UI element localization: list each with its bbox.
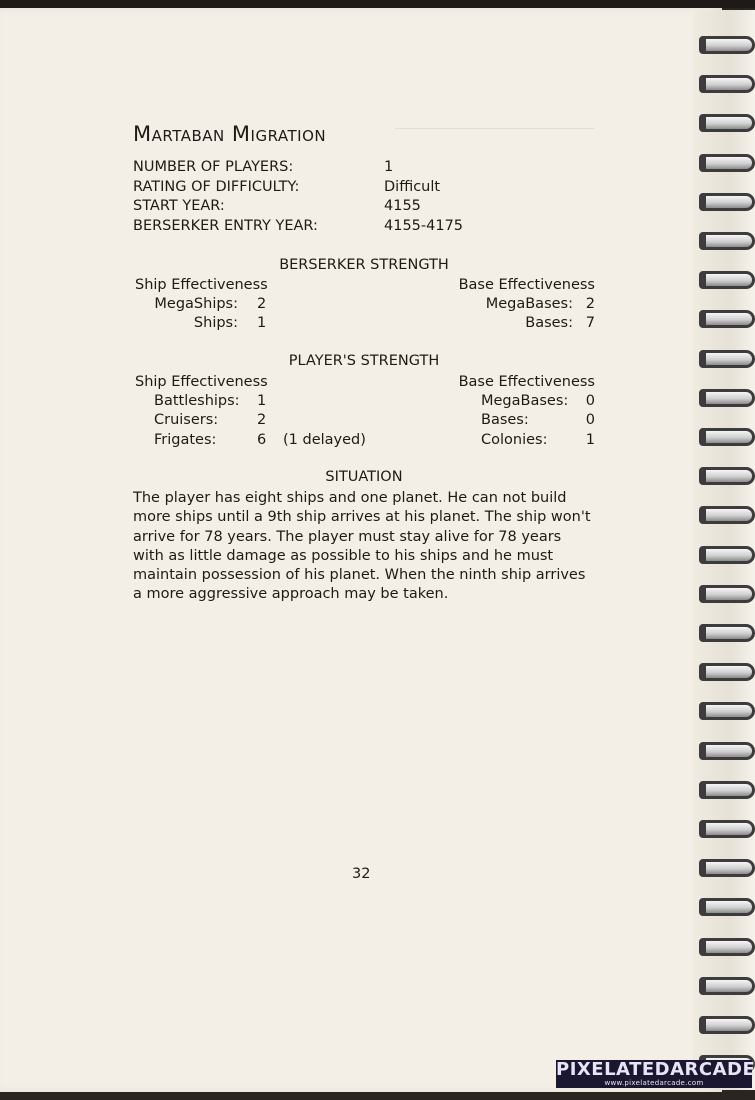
binding-coil: [699, 36, 755, 54]
player-colonies-label: Colonies:: [481, 432, 548, 448]
binding-coil: [699, 781, 755, 799]
binding-coil: [699, 467, 755, 485]
player-colonies-value: 1: [585, 432, 595, 448]
info-value-players: 1: [384, 159, 394, 175]
info-value-entry-year: 4155-4175: [384, 218, 464, 234]
player-bases-value: 0: [585, 412, 595, 428]
info-label-difficulty: RATING OF DIFFICULTY:: [133, 179, 300, 195]
binding-coil: [699, 350, 755, 368]
watermark-logo: [556, 1059, 755, 1088]
page-title: Martaban Migration: [133, 122, 327, 146]
player-frigates-value: 6: [257, 432, 267, 448]
binding-coil: [699, 193, 755, 211]
binding-coil: [699, 428, 755, 446]
spiral-binding: [693, 10, 755, 1090]
berserker-megabases-value: 2: [585, 296, 595, 312]
binding-coil: [699, 859, 755, 877]
berserker-ships-value: 1: [257, 315, 267, 331]
player-cruisers-value: 2: [257, 412, 267, 428]
binding-coil: [699, 232, 755, 250]
berserker-megaships-value: 2: [257, 296, 267, 312]
berserker-ship-header: Ship Effectiveness: [135, 277, 268, 293]
binding-coil: [699, 663, 755, 681]
info-label-start-year: START YEAR:: [133, 198, 225, 214]
page-number: 32: [352, 866, 371, 882]
binding-coil: [699, 820, 755, 838]
berserker-megaships-label: MegaShips:: [154, 296, 238, 312]
player-bases-label: Bases:: [481, 412, 529, 428]
binding-coil: [699, 1016, 755, 1034]
manual-page: [0, 8, 722, 1092]
binding-coil: [699, 742, 755, 760]
binding-coil: [699, 271, 755, 289]
player-frigates-label: Frigates:: [154, 432, 217, 448]
player-battleships-value: 1: [257, 393, 267, 409]
watermark-main: PIXELATEDARCADE: [556, 1059, 755, 1080]
player-frigates-note: (1 delayed): [283, 432, 366, 448]
info-label-players: NUMBER OF PLAYERS:: [133, 159, 294, 175]
binding-coil: [699, 546, 755, 564]
info-label-entry-year: BERSERKER ENTRY YEAR:: [133, 218, 318, 234]
berserker-bases-label: Bases:: [525, 315, 573, 331]
bleed-through-shadow: [395, 128, 595, 459]
binding-coil: [699, 624, 755, 642]
info-value-difficulty: Difficult: [384, 179, 441, 195]
binding-coil: [699, 154, 755, 172]
player-base-header: Base Effectiveness: [458, 374, 595, 390]
binding-coil: [699, 585, 755, 603]
berserker-heading: BERSERKER STRENGTH: [279, 257, 449, 273]
berserker-ships-label: Ships:: [193, 315, 238, 331]
player-megabases-value: 0: [585, 393, 595, 409]
binding-coil: [699, 938, 755, 956]
berserker-megabases-label: MegaBases:: [485, 296, 573, 312]
binding-coil: [699, 506, 755, 524]
binding-coil: [699, 898, 755, 916]
watermark-url: www.pixelatedarcade.com: [604, 1079, 704, 1087]
player-battleships-label: Battleships:: [154, 393, 240, 409]
binding-coil: [699, 977, 755, 995]
binding-coil: [699, 310, 755, 328]
binding-coil: [699, 702, 755, 720]
player-megabases-label: MegaBases:: [481, 393, 569, 409]
binding-coil: [699, 114, 755, 132]
player-ship-header: Ship Effectiveness: [135, 374, 268, 390]
player-cruisers-label: Cruisers:: [154, 412, 219, 428]
situation-heading: SITUATION: [325, 469, 403, 485]
berserker-bases-value: 7: [585, 315, 595, 331]
page-top-edge: [0, 0, 755, 8]
berserker-base-header: Base Effectiveness: [458, 277, 595, 293]
situation-text: The player has eight ships and one planet. He can not build more ships until a 9th ship arrives at his planet. The ship won't arrive for 78 years. The player must stay alive for 78 years with as little damage as possible to his ships and he must maintain possession of his planet. When the ninth ship arrives a more aggressive approach may be taken.: [133, 490, 591, 603]
binding-coil: [699, 75, 755, 93]
player-heading: PLAYER'S STRENGTH: [288, 353, 440, 369]
binding-coil: [699, 389, 755, 407]
info-value-start-year: 4155: [384, 198, 421, 214]
